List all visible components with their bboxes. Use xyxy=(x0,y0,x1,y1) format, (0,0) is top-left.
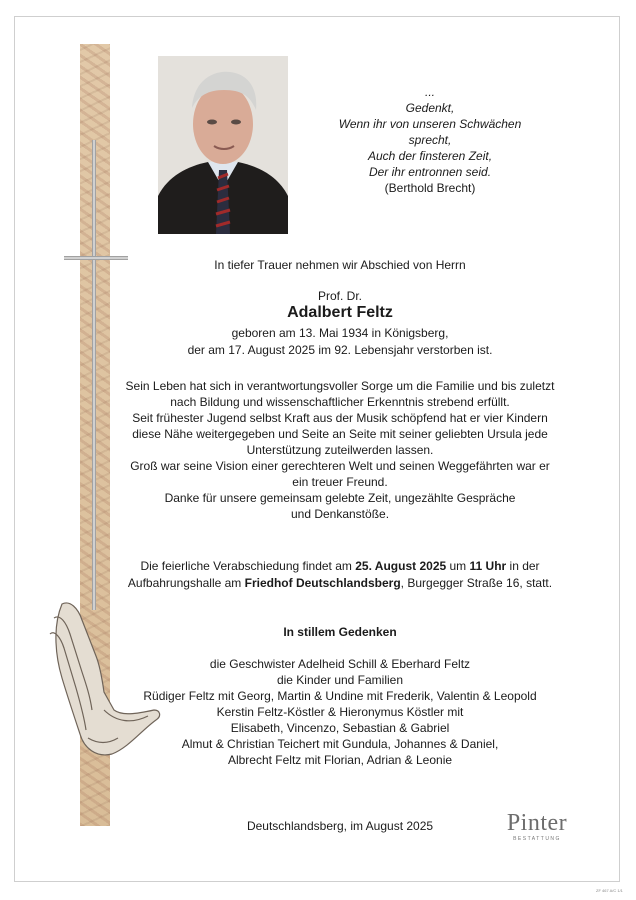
quote-line: Gedenkt, xyxy=(405,101,455,115)
quote-line: ... xyxy=(424,85,435,99)
ceremony-line-1 xyxy=(120,558,560,574)
mourner-line: Albrecht Feltz mit Florian, Adrian & Leonie xyxy=(227,753,453,767)
quote-source: (Berthold Brecht) xyxy=(384,181,476,195)
portrait-image xyxy=(158,56,288,234)
mourner-line: Rüdiger Feltz mit Georg, Martin & Undine mit Frederik, Valentin & Leopold xyxy=(143,689,537,703)
mourner-line: Elisabeth, Vincenzo, Sebastian & Gabriel xyxy=(230,721,450,735)
bio-line: ein treuer Freund. xyxy=(292,475,388,489)
bio-line: Danke für unsere gemeinsam gelebte Zeit, ungezählte Gespräche xyxy=(164,491,516,505)
ceremony-text: in der xyxy=(506,559,540,573)
place-date: Deutschlandsberg, im August 2025 xyxy=(246,819,434,833)
footer-code: ZF 467 A/C 1/1 xyxy=(596,888,623,893)
ceremony-text: Aufbahrungshalle am xyxy=(127,576,245,590)
bio-line: Sein Leben hat sich in verantwortungsvoller Sorge um die Familie und bis zuletzt xyxy=(125,379,555,393)
logo-name: Pinter xyxy=(506,810,568,836)
death-text: der am 17. August 2025 im 92. Lebensjahr verstorben ist. xyxy=(187,343,493,357)
mourner-line: Kerstin Feltz-Köstler & Hieronymus Köstler mit xyxy=(216,705,464,719)
quote-block xyxy=(330,84,530,196)
cross-beam xyxy=(64,256,128,260)
ceremony-text: Die feierliche Verabschiedung findet am xyxy=(140,559,356,573)
bio-line: Unterstützung zuteilwerden lassen. xyxy=(246,443,434,457)
bio-line: diese Nähe weitergegeben und Seite an Seite mit seiner geliebten Ursula jede xyxy=(132,427,548,441)
ceremony-time: 11 Uhr xyxy=(469,559,507,573)
quote-line: Wenn ihr von unseren Schwächen xyxy=(338,117,522,131)
title-text: Prof. Dr. xyxy=(317,289,362,303)
ceremony-line-2 xyxy=(120,575,560,591)
quote-line: Der ihr entronnen seid. xyxy=(368,165,492,179)
cross-icon xyxy=(92,140,96,610)
deceased-name: Adalbert Feltz xyxy=(287,304,393,321)
ceremony-place: Friedhof Deutschlandsberg xyxy=(244,576,401,590)
bio-line: nach Bildung und wissenschaftlicher Erkenntnis strebend erfüllt. xyxy=(170,395,510,409)
funeral-home-logo xyxy=(497,810,577,842)
intro-text: In tiefer Trauer nehmen wir Abschied von Herrn xyxy=(214,258,466,272)
bio-line: und Denkanstöße. xyxy=(290,507,390,521)
quote-line: Auch der finsteren Zeit, xyxy=(367,149,493,163)
bio-line: Seit frühester Jugend selbst Kraft aus der Musik schöpfend hat er vier Kindern xyxy=(132,411,548,425)
ceremony-text: , Burgegger Straße 16, statt. xyxy=(400,576,553,590)
ceremony-text: um xyxy=(446,559,470,573)
quote-line: sprecht, xyxy=(408,133,452,147)
portrait-photo xyxy=(158,56,288,234)
mourner-line: die Geschwister Adelheid Schill & Eberhard Feltz xyxy=(209,657,471,671)
mourner-line: Almut & Christian Teichert mit Gundula, Johannes & Daniel, xyxy=(181,737,499,751)
bio-line: Groß war seine Vision einer gerechteren Welt und seinen Weggefährten war er xyxy=(130,459,550,473)
birth-text: geboren am 13. Mai 1934 in Königsberg, xyxy=(231,326,449,340)
logo-subtitle: BESTATTUNG xyxy=(513,836,561,842)
mourner-line: die Kinder und Familien xyxy=(276,673,404,687)
ceremony-date: 25. August 2025 xyxy=(355,559,447,573)
memory-heading: In stillem Gedenken xyxy=(283,625,397,639)
